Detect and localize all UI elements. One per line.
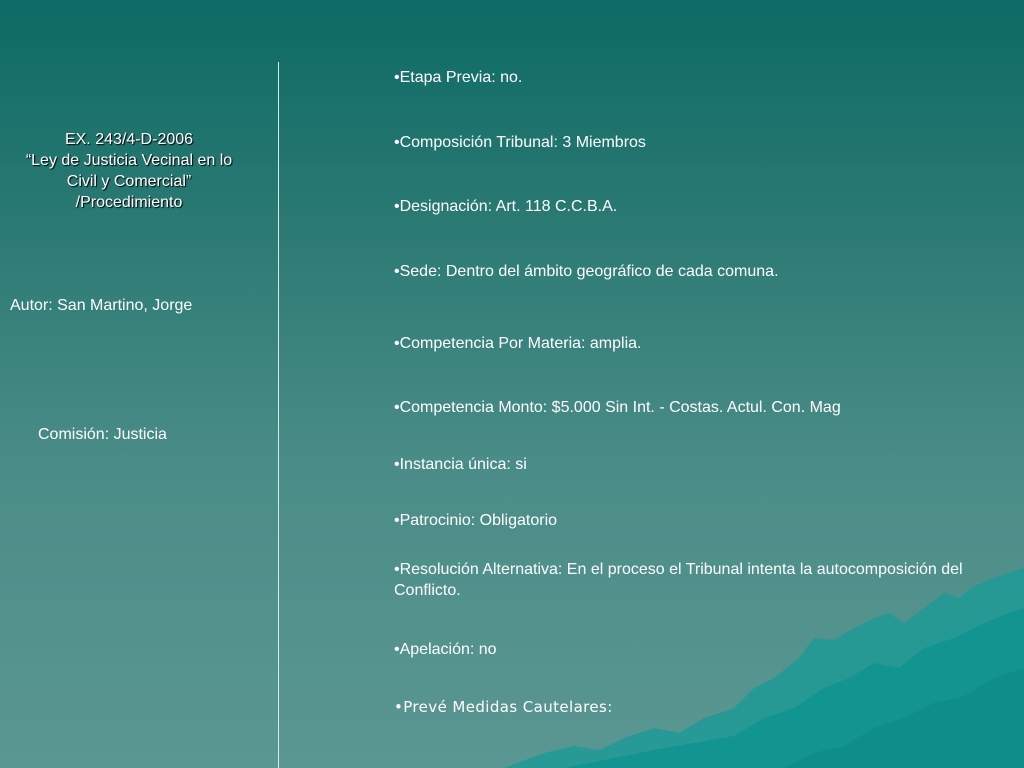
vertical-divider [278, 62, 279, 768]
bullet-resolucion-alternativa: •Resolución Alternativa: En el proceso el Tribunal intenta la autocomposición del Conflicto. [394, 561, 963, 599]
bullet-etapa-previa: •Etapa Previa: no. [394, 69, 523, 86]
bill-number: EX. 243/4-D-2006 [64, 131, 194, 148]
bullet-apelacion: •Apelación: no [394, 641, 497, 658]
bullet-composicion-tribunal: •Composición Tribunal: 3 Miembros [394, 134, 646, 151]
bullet-competencia-materia: •Competencia Por Materia: amplia. [394, 335, 642, 352]
bill-name-line-1: “Ley de Justicia Vecinal en lo [25, 152, 233, 169]
bullet-sede: •Sede: Dentro del ámbito geográfico de cada comuna. [394, 263, 779, 280]
bullet-patrocinio: •Patrocinio: Obligatorio [394, 512, 558, 529]
commission-label: Comisión: Justicia [38, 426, 167, 443]
bullet-designacion: •Designación: Art. 118 C.C.B.A. [394, 198, 618, 215]
bill-title [10, 129, 248, 213]
bill-name-line-3: /Procedimiento [75, 194, 183, 211]
bill-name-line-2: Civil y Comercial” [66, 173, 192, 190]
bullet-medidas-cautelares: •Prevé Medidas Cautelares: [394, 698, 613, 716]
author-label: Autor: San Martino, Jorge [10, 297, 193, 314]
bullet-instancia-unica: •Instancia única: si [394, 456, 527, 473]
bullet-competencia-monto: •Competencia Monto: $5.000 Sin Int. - Costas. Actul. Con. Mag [394, 399, 841, 416]
